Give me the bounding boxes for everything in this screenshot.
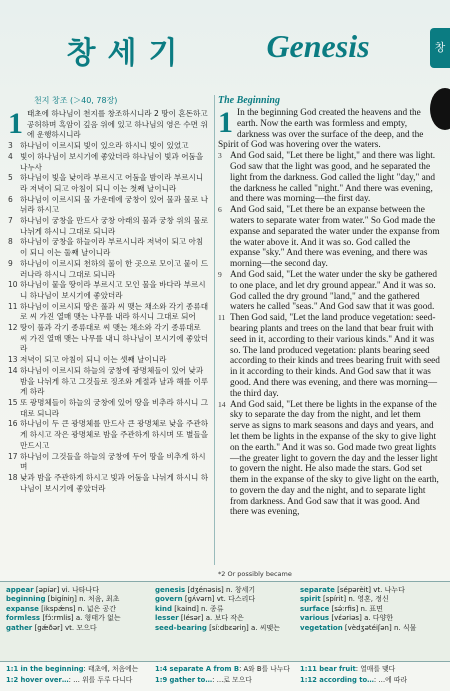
vocab-entry	[300, 586, 445, 595]
vocab-pronunciation: [vèdʒətéiʃən]	[344, 623, 392, 632]
phrase-note	[155, 675, 300, 686]
phrase-reference: 1:11 bear fruit	[300, 665, 356, 673]
vocab-word: lesser	[155, 614, 179, 623]
verse-text: 하나님이 이르시되 하늘의 궁창에 광명체들이 있어 낮과 밤을 나뉘게 하고 그것들로 징조와 계절과 날과 해를 이루게 하라	[20, 365, 209, 397]
verse-number: 13	[8, 355, 18, 365]
verse	[8, 452, 210, 473]
vocab-definition: a. 보다 작은	[205, 614, 244, 623]
vocab-entry	[6, 624, 151, 633]
phrase-reference: 1:1 in the beginning	[6, 665, 84, 673]
vocab-word: separate	[300, 586, 335, 594]
verse-text: 하나님이 그것들을 하늘의 궁창에 두어 땅을 비추게 하시며	[20, 451, 206, 472]
verse	[8, 323, 210, 355]
verse-text: And God said, "Let there be light," and there was light. God saw that the light was good, and he separated the light from the darkness. God called the light "day," and the darkness he called "night." And there was evening, and there was morning—the first day.	[230, 151, 436, 205]
verse	[8, 366, 210, 398]
verse	[8, 237, 210, 258]
phrase-reference: 1:2 hover over…	[6, 676, 69, 684]
vocab-entry	[155, 624, 300, 633]
phrase-definition: : … 위를 두루 다니다	[68, 676, 133, 684]
vocab-entry	[300, 614, 445, 623]
verse-text: 하나님이 이르시되 땅은 풀과 씨 맺는 채소와 각기 종류대로 씨 가진 열매 맺는 나무를 내라 하시니 그대로 되어	[20, 301, 209, 322]
verse	[218, 270, 440, 313]
vocab-pronunciation: [kaind]	[174, 604, 199, 613]
vocab-definition: n. 식물	[393, 623, 417, 632]
vocab-definition: n. 넓은 공간	[77, 604, 117, 613]
verse-text: 하나님이 이르시되 천하의 물이 한 곳으로 모이고 뭍이 드러나라 하시니 그대로 되니라	[20, 258, 209, 279]
vocab-definition: vi. 나타나다	[61, 586, 100, 594]
vocab-definition: n. 종류	[201, 604, 224, 613]
verse-number: 12	[8, 323, 18, 333]
verse-number: 3	[8, 141, 13, 151]
vocab-entry	[155, 614, 300, 623]
korean-section-heading: 천지 창조 (＞40, 78장)	[34, 96, 118, 105]
vocab-pronunciation: [lésər]	[180, 614, 204, 623]
verse	[218, 400, 440, 519]
vocab-pronunciation: [gʌ́vərn]	[184, 595, 215, 604]
verse	[8, 355, 210, 366]
verse-text: Then God said, "Let the land produce vegetation: seed-bearing plants and trees on the land that bear fruit with seed in it, according to their various kinds." And it was so. The land produced vegetation: plants bearing seed according to their kinds and trees bearing fruit with seed in it according to their kinds. And God saw that it was good. And there was evening, and there was morning—the third day.	[230, 313, 440, 399]
phrase-note	[300, 664, 445, 675]
verse-text: 빛이 하나님이 보시기에 좋았더라 하나님이 빛과 어둠을 나누사	[20, 151, 204, 172]
vocab-pronunciation: [ikspǽns]	[41, 604, 76, 613]
vocab-entry	[300, 605, 445, 614]
vocab-column	[300, 586, 445, 633]
vocab-entry	[155, 595, 300, 604]
vocab-entry	[300, 595, 445, 604]
verse-text: 하나님이 이르시되 빛이 있으라 하시니 빛이 있었고	[20, 141, 189, 151]
verse	[218, 108, 440, 151]
verse-number: 7	[8, 216, 13, 226]
vocab-pronunciation: [spírit]	[323, 595, 347, 604]
vocab-column	[155, 586, 300, 633]
notes-column	[300, 664, 445, 686]
vocab-pronunciation: [sépərèit]	[337, 586, 372, 594]
verse-text: 하나님이 이르시되 물 가운데에 궁창이 있어 물과 물로 나뉘라 하시고	[20, 194, 209, 215]
verse-text: 하나님이 궁창을 하늘이라 부르시니라 저녁이 되고 아침이 되니 이는 둘째 날이니라	[20, 237, 204, 258]
verse	[218, 151, 440, 205]
vocab-word: various	[300, 614, 330, 623]
verse-text: 하나님이 빛을 낮이라 부르시고 어둠을 밤이라 부르시니라 저녁이 되고 아침이 되니 이는 첫째 날이니라	[20, 173, 204, 193]
verse-number: 17	[8, 451, 18, 461]
verse-text: 낮과 밤을 주관하게 하시고 빛과 어둠을 나뉘게 하시니 하나님이 보시기에 좋았더라	[20, 472, 209, 493]
phrase-note	[6, 664, 151, 675]
verse	[8, 259, 210, 280]
verse-number: 8	[8, 237, 13, 247]
vocab-entry	[155, 586, 300, 595]
verse-number: 3	[218, 151, 222, 161]
book-tab[interactable]: 창	[430, 28, 450, 68]
vocab-word: spirit	[300, 595, 321, 604]
verse	[8, 216, 210, 237]
verse-number: 18	[8, 472, 18, 482]
verse	[8, 473, 210, 494]
vocab-pronunciation: [fɔ́ːrmlis]	[42, 614, 74, 623]
vocab-pronunciation: [gǽðər]	[34, 623, 63, 632]
vocab-word: expanse	[6, 604, 39, 613]
verse-text: 하나님이 두 큰 광명체를 만드사 큰 광명체로 낮을 주관하게 하시고 작은 광명체로 밤을 주관하게 하시며 또 별들을 만드시고	[20, 419, 209, 450]
book-title-korean: 창세기	[66, 36, 190, 71]
verse	[8, 109, 210, 141]
verse-number: 10	[8, 280, 18, 290]
verse	[8, 398, 210, 419]
vocabulary-panel	[0, 581, 450, 662]
vocab-word: gather	[6, 623, 33, 632]
verse-body: 태초에 하나님이 천지를 창조하시니라 2 땅이 혼돈하고 공허하며 흑암이 깊음 위에 있고 하나님의 영은 수면 위에 운행하시니라	[27, 109, 208, 140]
vocab-definition: vt. 모으다	[64, 623, 97, 632]
verse-body: In the beginning God created the heavens and the earth. Now the earth was formless and empty, darkness was over the surface of the deep, and the Spirit of God was hovering over the waters.	[218, 108, 424, 151]
verse-number: 11	[8, 301, 18, 311]
chapter-number: 1	[218, 106, 233, 139]
english-column	[218, 95, 440, 518]
book-title-english: Genesis	[266, 28, 370, 64]
verse-number: 9	[218, 269, 222, 279]
vocab-definition: a. 형태가 없는	[75, 614, 121, 623]
phrase-reference: 1:9 gather to…	[155, 676, 213, 684]
phrase-definition: : A와 B를 나누다	[239, 665, 290, 673]
chapter-number: 1	[8, 107, 23, 140]
footnote: *2 Or possibly became	[218, 570, 292, 578]
verse-number: 16	[8, 419, 18, 429]
korean-column	[8, 95, 210, 494]
verse-text: 또 광명체들이 하늘의 궁창에 있어 땅을 비추라 하시니 그대로 되니라	[20, 397, 209, 418]
verse-text	[8, 109, 210, 141]
vocab-word: formless	[6, 614, 41, 623]
verse-text: And God said, "Let there be lights in the expanse of the sky to separate the day from the night, and let them serve as signs to mark seasons and days and years, and let them be lights in the expanse of the sky to give light on the earth." And it was so. God made two great lights—the greater light to govern the day and the lesser light to govern the night. He also made the stars. God set them in the expanse of the sky to give light on the earth, to govern the day and the night, and to separate light from darkness. And God saw that it was good. And there was evening,	[230, 399, 439, 518]
vocab-entry	[300, 624, 445, 633]
verse-number: 11	[218, 313, 226, 323]
column-divider	[214, 95, 215, 565]
phrase-definition: : …로 모으다	[212, 676, 252, 684]
phrase-note	[6, 675, 151, 686]
verse-number: 4	[8, 151, 13, 161]
vocab-pronunciation: [əpíər]	[35, 586, 60, 594]
vocab-entry	[6, 614, 151, 623]
verse-text: And God said, "Let there be an expanse between the waters to separate water from water." So God made the expanse and separated the water under the expanse from the water above it. And it was so. God called the expanse "sky." And there was evening, and there was morning—the second day.	[230, 205, 440, 270]
verse-text: 하나님이 궁창을 만드사 궁창 아래의 물과 궁창 위의 물로 나뉘게 하시니 그대로 되니라	[20, 216, 209, 236]
phrase-note	[300, 675, 445, 686]
vocab-word: kind	[155, 604, 173, 613]
vocab-definition: n. 영혼, 정신	[348, 595, 389, 604]
vocab-column	[6, 586, 151, 633]
phrase-definition: : …에 따라	[373, 676, 408, 684]
vocab-word: beginning	[6, 595, 46, 604]
verse-number: 6	[218, 205, 222, 215]
vocab-definition: a. 씨맺는	[251, 623, 281, 632]
verse-number: 9	[8, 258, 13, 268]
vocab-pronunciation: [bigíniŋ]	[47, 595, 77, 604]
verse-number: 6	[8, 194, 13, 204]
vocab-entry	[6, 595, 151, 604]
verse-text: 하나님이 뭍을 땅이라 부르시고 모인 물을 바다라 부르시니 하나님이 보시기에 좋았더라	[20, 280, 206, 300]
notes-column	[155, 664, 300, 686]
verse-text: 저녁이 되고 아침이 되니 이는 셋째 날이니라	[20, 355, 167, 365]
phrase-definition: : 태초에, 처음에는	[83, 665, 139, 673]
verse-text	[218, 108, 440, 151]
phrase-notes	[0, 661, 450, 691]
vocab-word: seed-bearing	[155, 623, 207, 632]
verse	[8, 152, 210, 173]
vocab-definition: n. 처음, 최초	[79, 595, 120, 604]
vocab-pronunciation: [vɛ́əriəs]	[331, 614, 362, 623]
verse-text: 땅이 풀과 각기 종류대로 씨 맺는 채소와 각기 종류대로 씨 가진 열매 맺는 나무를 내니 하나님이 보시기에 좋았더라	[20, 323, 209, 354]
verse-number: 14	[8, 365, 18, 375]
vocab-word: vegetation	[300, 623, 343, 632]
verse	[8, 141, 210, 152]
verse-number: 5	[8, 173, 13, 183]
vocab-pronunciation: [dʒénəsis]	[187, 586, 224, 594]
vocab-definition: n. 창세기	[225, 586, 256, 594]
vocab-word: govern	[155, 595, 183, 604]
verse-text: And God said, "Let the water under the sky be gathered to one place, and let dry ground appear." And it was so. God called the dry ground "land," and the gathered waters he called "seas." And God saw that it was good.	[230, 269, 437, 313]
vocab-entry	[6, 605, 151, 614]
vocab-definition: vt. 나누다	[373, 586, 405, 594]
verse	[8, 419, 210, 451]
vocab-pronunciation: [sə́ːrfis]	[331, 604, 359, 613]
verse-number: 15	[8, 397, 18, 407]
vocab-word: appear	[6, 586, 34, 594]
verse-number: 14	[218, 399, 226, 409]
phrase-reference: 1:4 separate A from B	[155, 665, 240, 673]
verse	[8, 302, 210, 323]
phrase-definition: : 열매를 맺다	[355, 665, 396, 673]
phrase-note	[155, 664, 300, 675]
english-section-heading: The Beginning	[218, 95, 280, 106]
vocab-definition: a. 다양한	[364, 614, 394, 623]
verse	[8, 280, 210, 301]
vocab-word: genesis	[155, 586, 186, 594]
verse	[8, 195, 210, 216]
vocab-word: surface	[300, 604, 330, 613]
notes-column	[6, 664, 151, 686]
vocab-definition: n. 표면	[360, 604, 383, 613]
phrase-reference: 1:12 according to…	[300, 676, 374, 684]
vocab-entry	[6, 586, 151, 595]
verse	[218, 205, 440, 270]
vocab-pronunciation: [síːdbɛəriŋ]	[209, 623, 249, 632]
verse	[8, 173, 210, 194]
vocab-entry	[155, 605, 300, 614]
vocab-definition: vt. 다스리다	[216, 595, 256, 604]
verse	[218, 313, 440, 399]
